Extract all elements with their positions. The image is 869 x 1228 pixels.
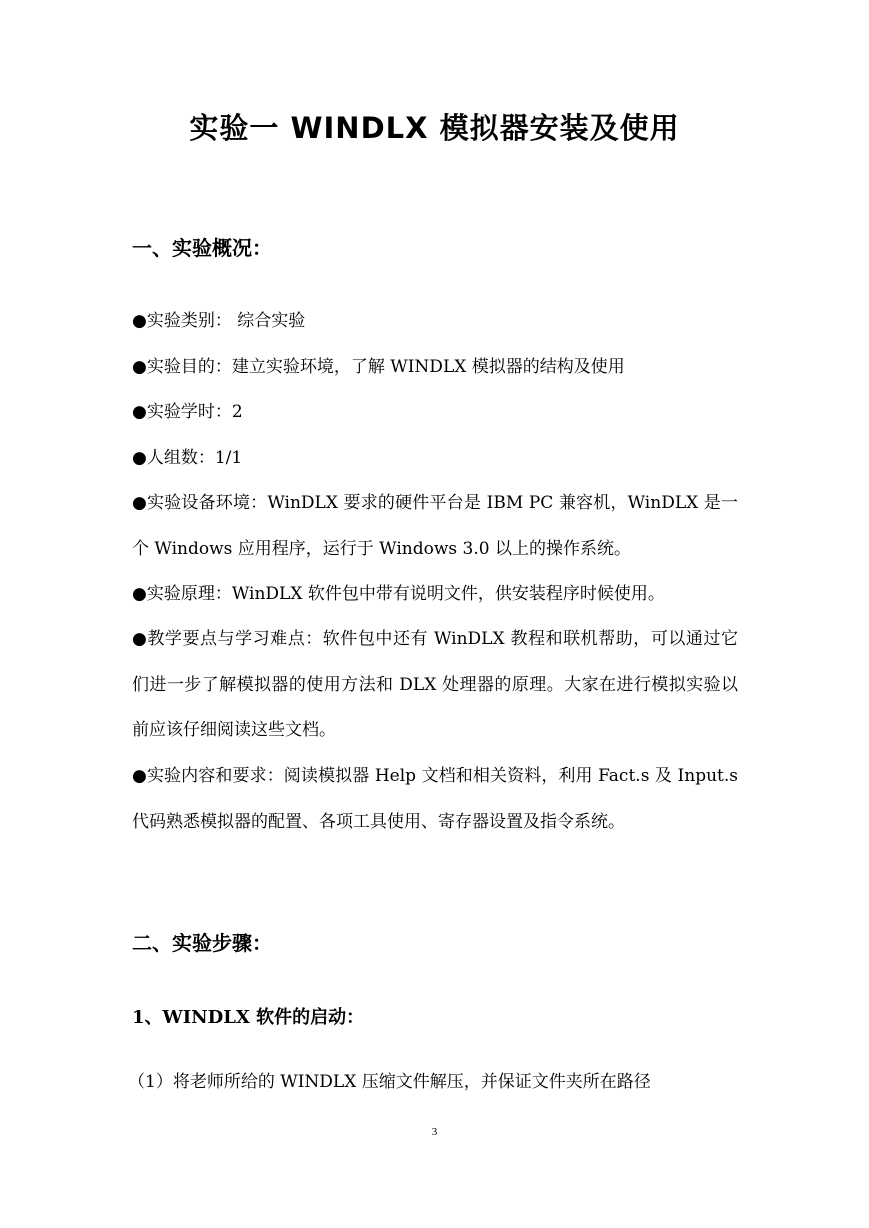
bullet-icon: ● <box>132 584 147 604</box>
subsection-heading-startup: 1、WINDLX 软件的启动： <box>132 1007 365 1028</box>
bullet-text: 实验类别： 综合实验 <box>146 311 306 331</box>
bullet-icon: ● <box>132 311 147 331</box>
bullet-text: 实验目的：建立实验环境，了解 WINDLX 模拟器的结构及使用 <box>146 357 625 377</box>
bullet-item-environment <box>132 481 738 572</box>
bullet-text: 实验设备环境：WinDLX 要求的硬件平台是 IBM PC 兼容机，WinDLX 是一个 Windows 应用程序，运行于 Windows 3.0 以上的操作系统。 <box>132 493 738 559</box>
bullet-icon: ● <box>132 629 148 649</box>
bullet-item-hours <box>132 390 738 436</box>
bullet-icon: ● <box>132 402 147 422</box>
bullet-text: 人组数：1/1 <box>146 448 243 468</box>
bullet-icon: ● <box>132 766 147 786</box>
bullet-icon: ● <box>132 357 147 377</box>
bullet-item-purpose <box>132 345 738 391</box>
bullet-item-content <box>132 754 738 845</box>
bullet-item-category <box>132 299 738 345</box>
step-paragraph: （1）将老师所给的 WINDLX 压缩文件解压，并保证文件夹所在路径 <box>128 1072 651 1092</box>
bullet-icon: ● <box>132 448 147 468</box>
bullet-item-principle <box>132 572 738 618</box>
document-title: 实验一 WINDLX 模拟器安装及使用 <box>189 111 680 145</box>
page-number: 3 <box>431 1126 438 1138</box>
bullet-text: 实验内容和要求：阅读模拟器 Help 文档和相关资料，利用 Fact.s 及 Input.s 代码熟悉模拟器的配置、各项工具使用、寄存器设置及指令系统。 <box>132 766 738 832</box>
bullet-text: 教学要点与学习难点：软件包中还有 WinDLX 教程和联机帮助，可以通过它们进一步了解模拟器的使用方法和 DLX 处理器的原理。大家在进行模拟实验以前应该仔细阅读这些文档。 <box>132 629 738 740</box>
section-heading-steps: 二、实验步骤： <box>132 931 272 955</box>
bullet-text: 实验原理：WinDLX 软件包中带有说明文件，供安装程序时候使用。 <box>146 584 665 604</box>
bullet-item-group <box>132 436 738 482</box>
bullet-icon: ● <box>132 493 148 513</box>
section-heading-overview: 一、实验概况： <box>132 236 272 260</box>
bullet-item-teaching-points <box>132 617 738 754</box>
bullet-text: 实验学时：2 <box>146 402 243 422</box>
